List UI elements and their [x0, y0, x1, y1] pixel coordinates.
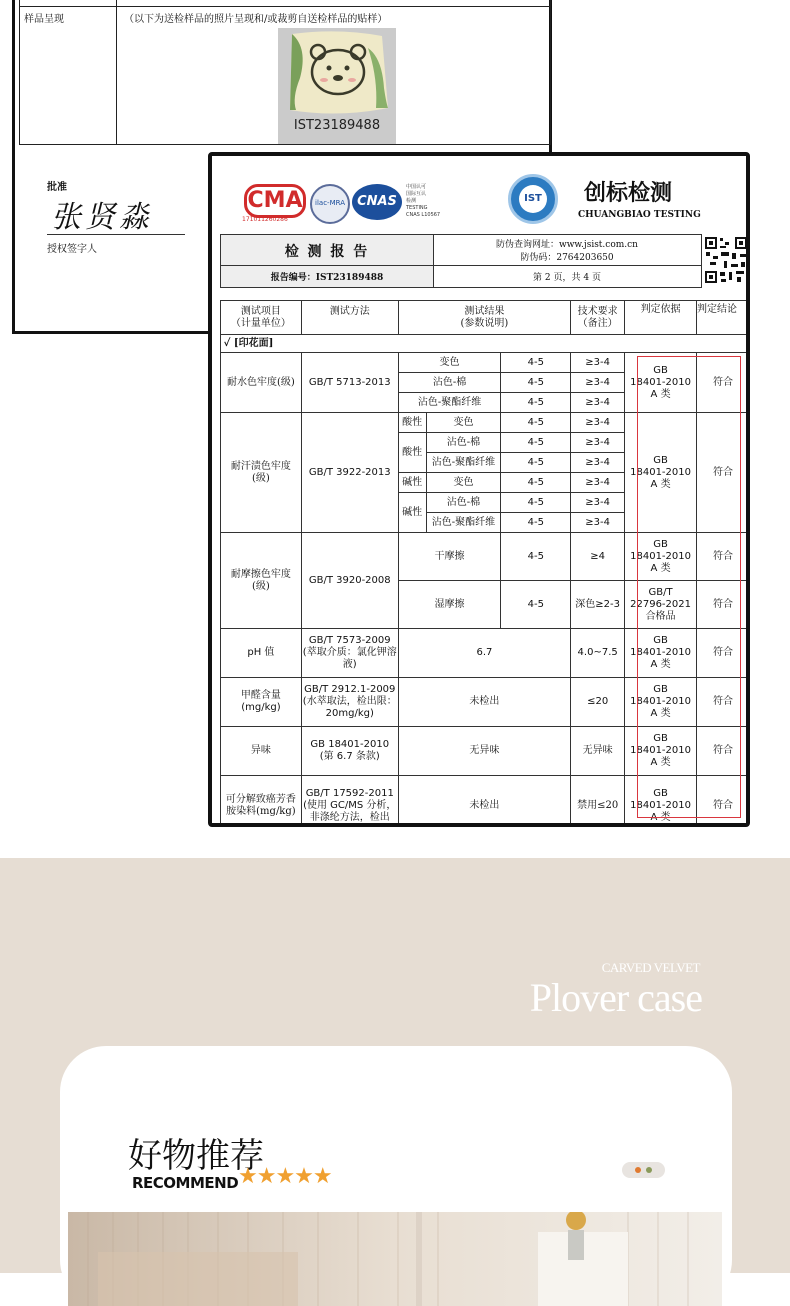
section-row: ✓ [印花面]: [221, 335, 750, 353]
table-row: 碱性 变色 4-5 ≥3-4: [221, 473, 750, 493]
verify-site: 防伪查询网址：www.jsist.com.cn: [496, 240, 638, 250]
table-row: 甲醛含量 (mg/kg) GB/T 2912.1-2009 (水萃取法，检出限： 20mg/kg) 未检出 ≤20 GB 18401-2010 A 类 符合: [221, 678, 750, 727]
recommend-card: [60, 1046, 732, 1306]
table-row: 耐摩擦色牢度 (级) GB/T 3920-2008 干摩擦 4-5 ≥4 GB 18401-2010 A 类 符合: [221, 533, 750, 581]
table-row: 耐汗渍色牢度 (级) GB/T 3922-2013 酸性 变色 4-5 ≥3-4 GB 18401-2010 A 类 符合: [221, 413, 750, 433]
page-info: 第 2 页，共 4 页: [533, 273, 601, 283]
product-photo-strip[interactable]: [68, 1212, 722, 1306]
verify-code: 防伪码：2764203650: [520, 253, 614, 263]
table-row: 沾色-聚酯纤维 4-5 ≥3-4: [221, 453, 750, 473]
table-row: 沾色-聚酯纤维 4-5 ≥3-4: [221, 513, 750, 533]
table-row: 沾色-棉 4-5 ≥3-4: [221, 373, 750, 393]
dot-active-icon[interactable]: [635, 1167, 641, 1173]
ist-logo: IST: [508, 174, 558, 224]
table-row: pH 值 GB/T 7573-2009 (萃取介质：氯化钾溶 液) 6.7 4.0~7.5 GB 18401-2010 A 类 符合: [221, 629, 750, 678]
table-header-row: 测试项目 （计量单位） 测试方法 测试结果 (参数说明) 技术要求 （备注） 判定依据 判定结论: [221, 301, 750, 335]
sample-photo: [278, 28, 396, 144]
recommend-subheading: RECOMMEND: [132, 1174, 239, 1192]
highlight-box: [637, 356, 741, 818]
cnas-logo: CNAS: [352, 184, 402, 220]
report-title: 检 测 报 告: [284, 244, 370, 260]
sample-id: IST23189488: [293, 118, 381, 133]
table-row: 酸性 沾色-棉 4-5 ≥3-4: [221, 433, 750, 453]
curtain-photo-image: [68, 1212, 722, 1306]
rating-stars-icon: ★★★★★: [238, 1164, 332, 1189]
table-row: 湿摩擦 4-5 深色≥2-3 GB/T 22796-2021 合格品 符合: [221, 581, 750, 629]
table-row: 耐水色牢度(级) GB/T 5713-2013 变色 4-5 ≥3-4 GB 18401-2010 A 类 符合: [221, 353, 750, 373]
company-name-en: CHUANGBIAO TESTING: [578, 210, 701, 220]
recommend-heading: 好物推荐: [128, 1136, 264, 1176]
recommend-section: [0, 858, 790, 1273]
signer-label: 授权签字人: [47, 244, 97, 255]
dot-icon[interactable]: [646, 1167, 652, 1173]
table-row: 异味 GB 18401-2010 (第 6.7 条款) 无异味 无异味 GB 18401-2010 A 类 符合: [221, 727, 750, 776]
cma-number: 171011260286: [242, 216, 288, 223]
carved-velvet-subtitle: CARVED VELVET: [601, 960, 700, 975]
plover-case-title: Plover case: [529, 975, 702, 1020]
approver-label: 批准: [47, 182, 67, 193]
carousel-dots[interactable]: [622, 1162, 665, 1178]
table-row: 沾色-聚酯纤维 4-5 ≥3-4: [221, 393, 750, 413]
company-name-cn: 创标检测: [584, 181, 673, 206]
report-number: 报告编号：IST23189488: [270, 273, 384, 283]
qr-code-icon: [704, 236, 748, 284]
cma-logo: CMA: [244, 184, 306, 218]
ilac-logo: ilac-MRA: [310, 184, 350, 224]
sample-label: 样品呈现: [24, 14, 64, 25]
cnas-text: 中国认可 国际互认 检测 TESTING CNAS L10567: [406, 184, 441, 218]
sample-note: （以下为送检样品的照片呈现和/或裁剪自送检样品的贴样）: [124, 14, 388, 25]
report-header-box: [220, 234, 702, 288]
sample-table: [19, 0, 551, 145]
table-row: 碱性 沾色-棉 4-5 ≥3-4: [221, 493, 750, 513]
front-report-page: [208, 152, 750, 827]
signature: 张贤淼: [51, 200, 153, 235]
table-row: 可分解致癌芳香 胺染料(mg/kg) GB/T 17592-2011 (使用 GC/MS 分析， 非涤纶方法，检出 未检出 禁用≤20 GB 18401-2010 A 类 符合: [221, 776, 750, 828]
